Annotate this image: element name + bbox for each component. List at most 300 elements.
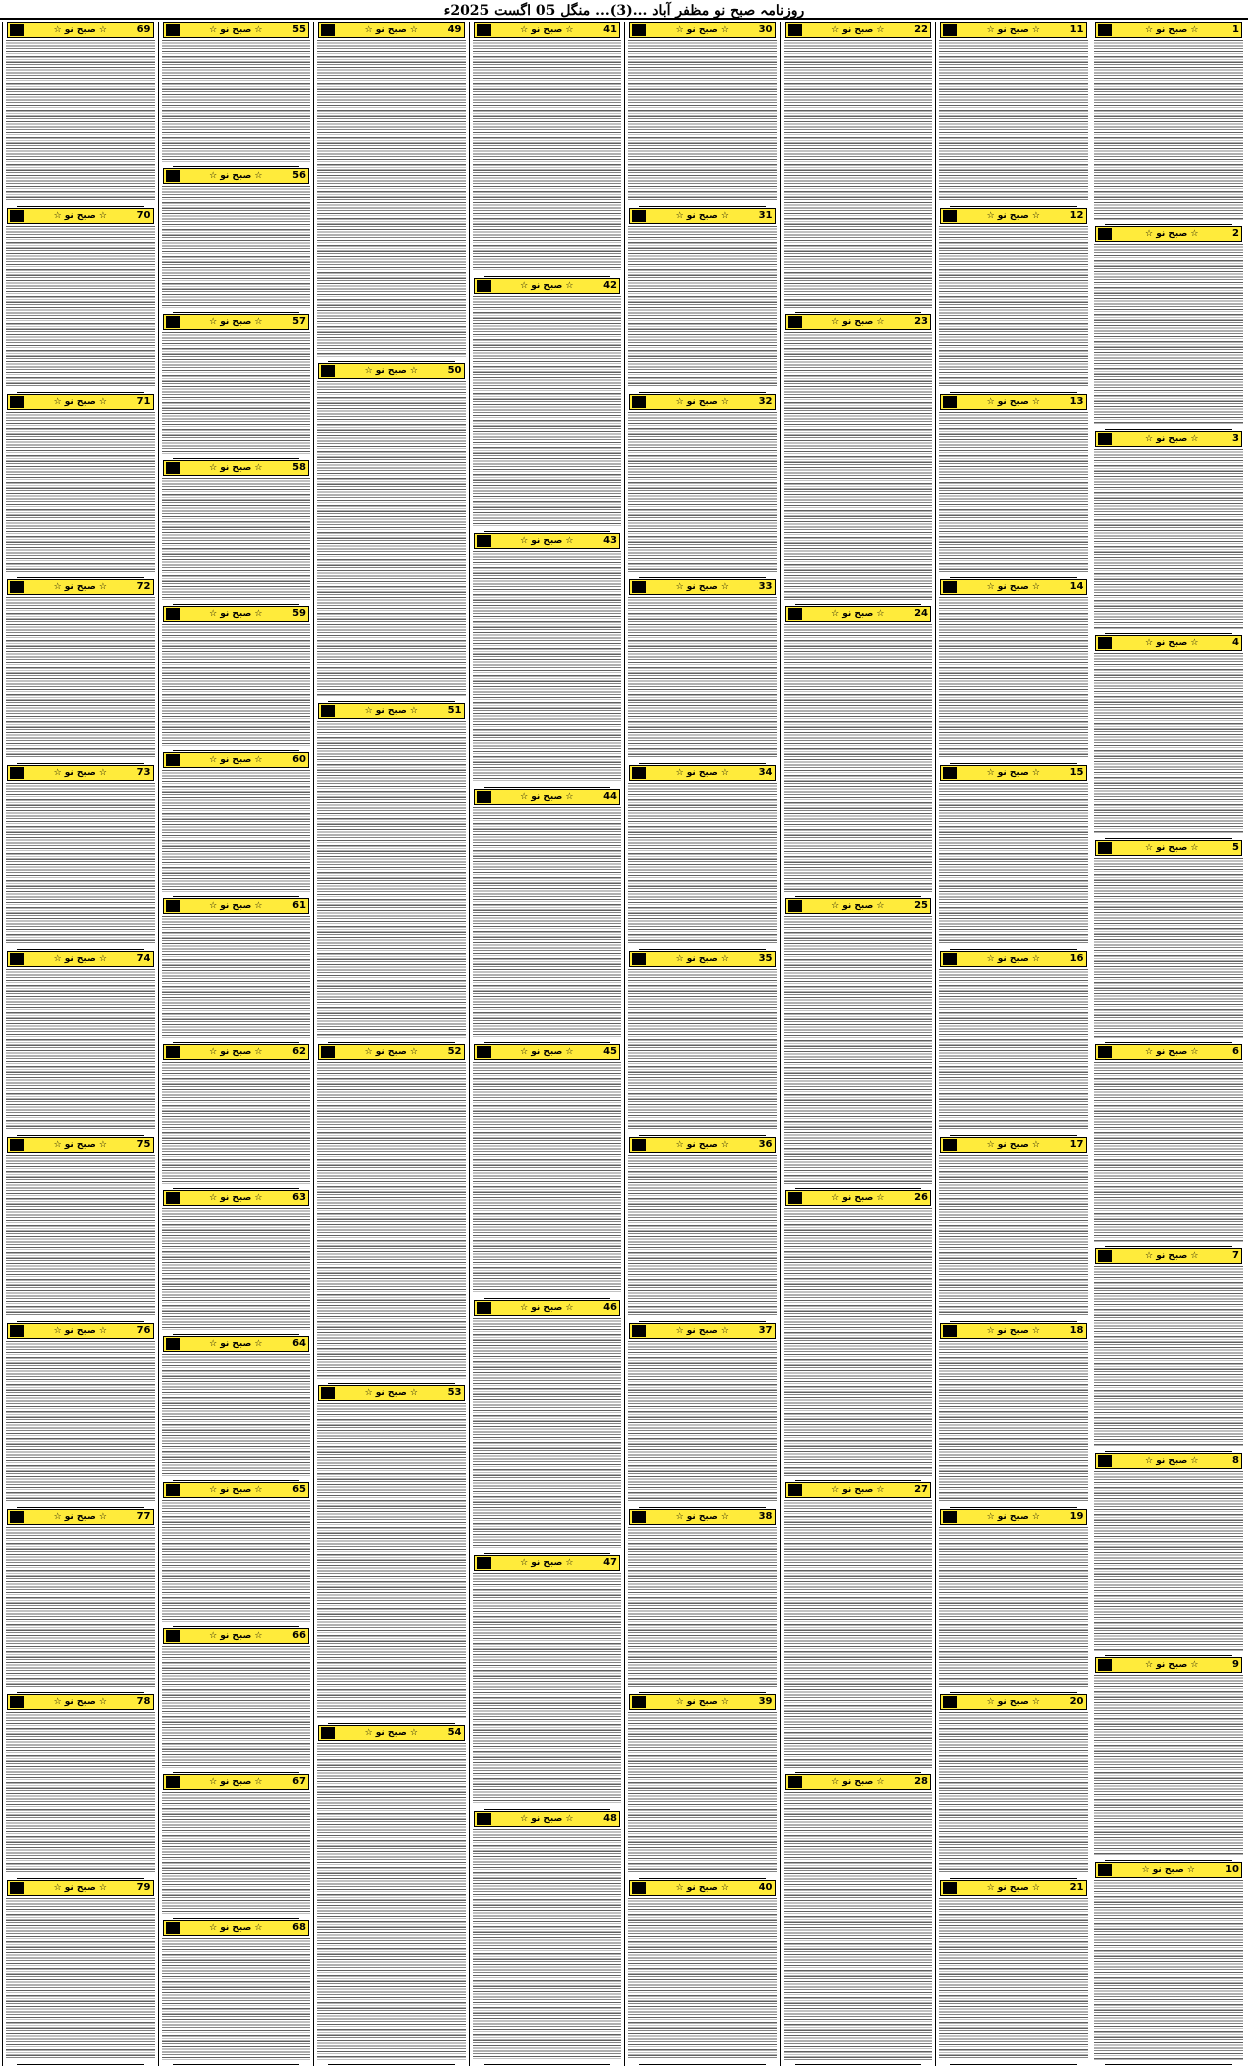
newspaper-logo-icon <box>1098 1046 1112 1058</box>
newspaper-logo-icon <box>1098 433 1112 445</box>
ad-header-title: ☆ صبح نو ☆ <box>53 768 107 779</box>
ad-header-title: ☆ صبح نو ☆ <box>675 768 729 779</box>
newspaper-logo-icon <box>10 581 24 593</box>
ad-header <box>163 460 310 476</box>
ad-header <box>163 1190 310 1206</box>
ad-number: 55 <box>292 24 306 35</box>
ad-header <box>940 394 1087 410</box>
newspaper-logo-icon <box>10 24 24 36</box>
newspaper-logo-icon <box>10 1511 24 1523</box>
newspaper-logo-icon <box>321 1046 335 1058</box>
ad-number: 23 <box>914 316 928 327</box>
ad-header <box>163 1336 310 1352</box>
ad-header <box>629 765 776 781</box>
newspaper-logo-icon <box>166 754 180 766</box>
ad-header-title: ☆ صبح نو ☆ <box>986 954 1040 965</box>
ad-number: 21 <box>1069 1882 1084 1894</box>
ad-number: 50 <box>447 364 462 376</box>
ad-number: 66 <box>292 1630 306 1641</box>
ad-body-text <box>628 597 777 759</box>
ad-header <box>7 1323 154 1339</box>
ad-number: 7 <box>1232 1250 1239 1262</box>
ad-body-text <box>628 1527 777 1689</box>
ad-body-text <box>784 40 933 308</box>
ad-divider <box>328 1042 455 1043</box>
ad-divider <box>950 763 1077 764</box>
ad-header-title: ☆ صبح نو ☆ <box>675 1697 729 1708</box>
ad-header <box>940 1509 1087 1525</box>
ad-number: 72 <box>136 581 151 593</box>
ad-divider <box>1105 1042 1233 1043</box>
ad-number: 53 <box>447 1386 462 1398</box>
newspaper-logo-icon <box>943 581 957 593</box>
ad-header-title: ☆ صبح نو ☆ <box>520 280 574 291</box>
ad-divider <box>950 1135 1077 1136</box>
newspaper-logo-icon <box>1098 1659 1112 1671</box>
ad-divider <box>1105 633 1233 634</box>
column-4 <box>624 22 780 2066</box>
ad-header-title: ☆ صبح نو ☆ <box>675 25 729 35</box>
ad-header <box>785 606 932 622</box>
ad-divider <box>173 750 300 751</box>
newspaper-logo-icon <box>477 1557 491 1569</box>
ad-divider <box>17 1507 144 1508</box>
ad-header <box>940 208 1087 224</box>
ad-body-text <box>1094 1471 1244 1651</box>
ad-divider <box>173 604 300 605</box>
ad-body-text <box>784 1208 933 1476</box>
ad-header <box>7 1509 154 1525</box>
ad-number: 5 <box>1232 841 1239 853</box>
ad-header-title: ☆ صبح نو ☆ <box>53 1883 107 1894</box>
ad-number: 28 <box>914 1776 928 1787</box>
ad-header <box>7 394 154 410</box>
ad-body-text <box>6 1712 155 1874</box>
ad-header <box>940 579 1087 595</box>
ad-body-text <box>6 597 155 759</box>
ad-divider <box>173 2064 300 2065</box>
ad-body-text <box>939 1527 1088 1689</box>
ad-header-title: ☆ صبح نو ☆ <box>209 463 263 473</box>
ad-number: 70 <box>136 209 151 221</box>
ad-header-title: ☆ صبح نو ☆ <box>1145 1251 1199 1262</box>
ad-divider <box>795 1772 922 1773</box>
newspaper-logo-icon <box>477 24 491 36</box>
ad-body-text <box>162 1938 311 2060</box>
ad-body-text <box>317 1062 466 1379</box>
newspaper-logo-icon <box>788 1484 802 1496</box>
ad-body-text <box>317 381 466 698</box>
newspaper-logo-icon <box>943 210 957 222</box>
ad-header-title: ☆ صبح نو ☆ <box>364 1728 418 1739</box>
ad-divider <box>173 1918 300 1919</box>
ad-header-title: ☆ صبح نو ☆ <box>209 1485 263 1495</box>
ad-header <box>629 1694 776 1710</box>
newspaper-logo-icon <box>477 791 491 803</box>
ad-header <box>7 1137 154 1153</box>
ad-header-title: ☆ صبح نو ☆ <box>986 25 1040 35</box>
ad-body-text <box>6 783 155 945</box>
ad-body-text <box>628 783 777 945</box>
ad-header-title: ☆ صبح نو ☆ <box>520 791 574 802</box>
ad-header-title: ☆ صبح نو ☆ <box>675 1511 729 1522</box>
ad-header <box>1095 840 1243 856</box>
ad-divider <box>639 577 766 578</box>
ad-body-text <box>6 1341 155 1503</box>
ad-body-text <box>784 1792 933 2060</box>
ad-header-title: ☆ صبح نو ☆ <box>209 171 263 181</box>
ad-body-text <box>473 40 622 272</box>
ad-number: 75 <box>136 1138 151 1150</box>
ad-body-text <box>939 783 1088 945</box>
ad-header-title: ☆ صبح نو ☆ <box>986 210 1040 221</box>
ad-body-text <box>1094 1675 1244 1855</box>
ad-number: 63 <box>292 1192 306 1203</box>
ad-divider <box>173 1480 300 1481</box>
ad-number: 34 <box>758 767 773 779</box>
ad-number: 46 <box>603 1301 617 1313</box>
ad-divider <box>328 2064 455 2065</box>
ad-number: 41 <box>603 24 617 35</box>
ad-number: 22 <box>914 24 928 35</box>
ad-header <box>163 898 310 914</box>
ad-header-title: ☆ صبح نو ☆ <box>53 582 107 593</box>
ad-body-text <box>6 969 155 1131</box>
ad-number: 49 <box>447 24 462 35</box>
ad-number: 26 <box>914 1192 928 1203</box>
ad-header-title: ☆ صبح نو ☆ <box>209 1339 263 1349</box>
ad-number: 67 <box>292 1776 306 1787</box>
ad-number: 54 <box>447 1727 462 1739</box>
ad-divider <box>173 458 300 459</box>
ad-header <box>940 1137 1087 1153</box>
ad-number: 76 <box>136 1324 151 1336</box>
ad-number: 6 <box>1232 1046 1239 1057</box>
ad-number: 14 <box>1069 581 1084 593</box>
ad-divider <box>950 2064 1077 2065</box>
ad-number: 33 <box>758 581 773 593</box>
ad-divider <box>1105 1451 1233 1452</box>
ad-header <box>7 208 154 224</box>
ad-header-title: ☆ صبح نو ☆ <box>53 396 107 407</box>
ad-body-text <box>628 1155 777 1317</box>
ad-header <box>940 22 1087 38</box>
newspaper-logo-icon <box>632 953 646 965</box>
ad-header-title: ☆ صبح نو ☆ <box>364 25 418 35</box>
ad-header-title: ☆ صبح نو ☆ <box>1145 1047 1199 1057</box>
ad-body-text <box>939 597 1088 759</box>
ad-divider <box>639 392 766 393</box>
newspaper-logo-icon <box>943 1325 957 1337</box>
newspaper-logo-icon <box>166 1046 180 1058</box>
newspaper-logo-icon <box>632 1696 646 1708</box>
newspaper-logo-icon <box>10 396 24 408</box>
ad-header-title: ☆ صبح نو ☆ <box>675 1139 729 1150</box>
ad-divider <box>173 1772 300 1773</box>
ad-header <box>474 1044 621 1060</box>
ad-number: 20 <box>1069 1696 1084 1708</box>
newspaper-logo-icon <box>1098 637 1112 649</box>
ad-number: 73 <box>136 767 151 779</box>
ad-header-title: ☆ صبح نو ☆ <box>209 609 263 619</box>
ad-number: 45 <box>603 1046 617 1057</box>
ad-divider <box>1105 1860 1233 1861</box>
column-8 <box>2 22 158 2066</box>
ad-header-title: ☆ صبح نو ☆ <box>53 210 107 221</box>
ad-divider <box>1105 838 1233 839</box>
ad-header-title: ☆ صبح نو ☆ <box>831 1485 885 1495</box>
newspaper-logo-icon <box>166 900 180 912</box>
ad-body-text <box>6 1155 155 1317</box>
ad-body-text <box>628 40 777 202</box>
newspaper-logo-icon <box>166 462 180 474</box>
ad-divider <box>950 1321 1077 1322</box>
ad-divider <box>639 1507 766 1508</box>
ad-body-text <box>162 1646 311 1768</box>
newspaper-logo-icon <box>943 767 957 779</box>
ad-divider <box>795 2064 922 2065</box>
newspaper-logo-icon <box>788 900 802 912</box>
ad-header <box>629 394 776 410</box>
ad-header-title: ☆ صبح نو ☆ <box>1145 842 1199 853</box>
ad-header <box>785 1482 932 1498</box>
ad-divider <box>173 1188 300 1189</box>
classified-columns <box>2 22 1246 2066</box>
newspaper-logo-icon <box>788 316 802 328</box>
ad-divider <box>173 166 300 167</box>
ad-number: 78 <box>136 1696 151 1708</box>
ad-number: 38 <box>758 1510 773 1522</box>
ad-divider <box>484 2064 611 2065</box>
ad-number: 79 <box>136 1882 151 1894</box>
newspaper-logo-icon <box>10 953 24 965</box>
ad-divider <box>795 312 922 313</box>
ad-header <box>629 579 776 595</box>
ad-header <box>318 703 465 719</box>
ad-number: 17 <box>1069 1138 1084 1150</box>
ad-header <box>7 765 154 781</box>
ad-body-text <box>628 1898 777 2060</box>
newspaper-logo-icon <box>166 1338 180 1350</box>
ad-header <box>940 1323 1087 1339</box>
ad-number: 9 <box>1232 1659 1239 1671</box>
ad-divider <box>17 392 144 393</box>
ad-body-text <box>939 226 1088 388</box>
ad-header-title: ☆ صبح نو ☆ <box>209 901 263 911</box>
ad-divider <box>639 1321 766 1322</box>
newspaper-logo-icon <box>943 1696 957 1708</box>
newspaper-logo-icon <box>632 581 646 593</box>
ad-header <box>629 1137 776 1153</box>
ad-body-text <box>628 1341 777 1503</box>
ad-header <box>940 1694 1087 1710</box>
ad-number: 19 <box>1069 1510 1084 1522</box>
newspaper-logo-icon <box>166 1484 180 1496</box>
ad-divider <box>950 1507 1077 1508</box>
column-1 <box>1091 22 1247 2066</box>
ad-header-title: ☆ صبح نو ☆ <box>53 1325 107 1336</box>
ad-divider <box>795 896 922 897</box>
column-2 <box>935 22 1091 2066</box>
ad-body-text <box>317 40 466 357</box>
ad-number: 11 <box>1069 24 1084 35</box>
ad-body-text <box>6 412 155 574</box>
newspaper-logo-icon <box>1098 842 1112 854</box>
ad-divider <box>173 896 300 897</box>
newspaper-logo-icon <box>477 1046 491 1058</box>
ad-divider <box>639 763 766 764</box>
ad-header-title: ☆ صبح نو ☆ <box>986 1325 1040 1336</box>
newspaper-logo-icon <box>321 24 335 36</box>
newspaper-logo-icon <box>1098 1250 1112 1262</box>
newspaper-logo-icon <box>1098 228 1112 240</box>
ad-body-text <box>162 332 311 454</box>
newspaper-logo-icon <box>477 535 491 547</box>
ad-header-title: ☆ صبح نو ☆ <box>675 396 729 407</box>
ad-divider <box>950 392 1077 393</box>
ad-divider <box>795 1188 922 1189</box>
ad-divider <box>639 1135 766 1136</box>
ad-body-text <box>473 1318 622 1550</box>
ad-header <box>7 1880 154 1896</box>
ad-body-text <box>1094 858 1244 1038</box>
ad-header <box>1095 1862 1243 1878</box>
ad-header <box>474 1811 621 1827</box>
newspaper-logo-icon <box>166 24 180 36</box>
newspaper-logo-icon <box>166 170 180 182</box>
newspaper-logo-icon <box>943 1882 957 1894</box>
ad-number: 47 <box>603 1557 617 1568</box>
newspaper-logo-icon <box>632 1139 646 1151</box>
ad-number: 40 <box>758 1882 773 1894</box>
ad-divider <box>639 2064 766 2065</box>
ad-number: 68 <box>292 1922 306 1933</box>
ad-number: 42 <box>603 279 617 291</box>
ad-header <box>1095 22 1243 38</box>
newspaper-logo-icon <box>632 1325 646 1337</box>
ad-number: 62 <box>292 1046 306 1057</box>
ad-number: 69 <box>136 24 151 35</box>
ad-number: 39 <box>758 1696 773 1708</box>
newspaper-logo-icon <box>166 1630 180 1642</box>
ad-header <box>163 752 310 768</box>
newspaper-logo-icon <box>166 1922 180 1934</box>
ad-header <box>474 1300 621 1316</box>
ad-divider <box>1105 224 1233 225</box>
ad-header-title: ☆ صبح نو ☆ <box>831 1193 885 1203</box>
ad-header-title: ☆ صبح نو ☆ <box>831 25 885 35</box>
newspaper-logo-icon <box>632 210 646 222</box>
newspaper-logo-icon <box>166 608 180 620</box>
ad-header <box>163 22 310 38</box>
ad-body-text <box>473 1062 622 1294</box>
ad-divider <box>639 206 766 207</box>
newspaper-logo-icon <box>1098 1864 1112 1876</box>
ad-body-text <box>628 226 777 388</box>
ad-header-title: ☆ صبح نو ☆ <box>209 1923 263 1933</box>
ad-body-text <box>628 969 777 1131</box>
ad-header <box>1095 635 1243 651</box>
ad-header <box>474 22 621 38</box>
ad-divider <box>639 1878 766 1879</box>
ad-header-title: ☆ صبح نو ☆ <box>831 1777 885 1787</box>
ad-number: 61 <box>292 900 306 911</box>
ad-header <box>629 22 776 38</box>
ad-body-text <box>784 332 933 600</box>
newspaper-logo-icon <box>10 767 24 779</box>
ad-number: 12 <box>1069 209 1084 221</box>
ad-header-title: ☆ صبح نو ☆ <box>986 582 1040 593</box>
newspaper-logo-icon <box>632 396 646 408</box>
ad-body-text <box>162 186 311 308</box>
ad-header <box>629 1323 776 1339</box>
newspaper-logo-icon <box>1098 24 1112 36</box>
ad-body-text <box>162 916 311 1038</box>
ad-divider <box>484 276 611 277</box>
ad-header-title: ☆ صبح نو ☆ <box>986 1139 1040 1150</box>
ad-body-text <box>162 40 311 162</box>
newspaper-logo-icon <box>943 396 957 408</box>
newspaper-logo-icon <box>321 1727 335 1739</box>
ad-body-text <box>162 1500 311 1622</box>
ad-divider <box>795 604 922 605</box>
ad-header-title: ☆ صبح نو ☆ <box>1145 1455 1199 1466</box>
ad-divider <box>484 531 611 532</box>
ad-divider <box>328 1383 455 1384</box>
ad-header <box>318 1725 465 1741</box>
ad-body-text <box>1094 244 1244 424</box>
ad-header-title: ☆ صبح نو ☆ <box>1145 25 1199 35</box>
ad-number: 56 <box>292 170 306 181</box>
ad-number: 13 <box>1069 395 1084 407</box>
ad-header-title: ☆ صبح نو ☆ <box>986 1697 1040 1708</box>
ad-body-text <box>473 1573 622 1805</box>
newspaper-logo-icon <box>10 1139 24 1151</box>
ad-body-text <box>939 1898 1088 2060</box>
newspaper-logo-icon <box>632 767 646 779</box>
masthead <box>0 0 1248 20</box>
ad-header <box>785 898 932 914</box>
ad-header <box>474 1555 621 1571</box>
ad-header <box>785 1774 932 1790</box>
ad-header <box>163 606 310 622</box>
ad-number: 3 <box>1232 432 1239 444</box>
ad-number: 51 <box>447 705 462 717</box>
ad-header-title: ☆ صبح نو ☆ <box>209 25 263 35</box>
masthead-title: روزنامہ صبح نو مظفر آباد ...(3)... منگل 05 اگست 2025ء <box>443 3 805 19</box>
ad-header <box>7 951 154 967</box>
ad-divider <box>795 1480 922 1481</box>
ad-header <box>163 1920 310 1936</box>
ad-header <box>1095 1248 1243 1264</box>
ad-body-text <box>628 1712 777 1874</box>
ad-header-title: ☆ صبح نو ☆ <box>53 1511 107 1522</box>
newspaper-logo-icon <box>1098 1455 1112 1467</box>
ad-header-title: ☆ صبح نو ☆ <box>53 1697 107 1708</box>
ad-number: 52 <box>447 1046 462 1057</box>
newspaper-logo-icon <box>477 1813 491 1825</box>
ad-divider <box>328 701 455 702</box>
ad-header-title: ☆ صبح نو ☆ <box>675 1883 729 1894</box>
ad-body-text <box>473 1829 622 2061</box>
ad-header-title: ☆ صبح نو ☆ <box>209 1047 263 1057</box>
ad-number: 15 <box>1069 767 1084 779</box>
ad-header-title: ☆ صبح نو ☆ <box>364 1387 418 1398</box>
ad-header-title: ☆ صبح نو ☆ <box>520 1813 574 1824</box>
ad-header <box>318 1044 465 1060</box>
ad-number: 8 <box>1232 1454 1239 1466</box>
ad-divider <box>639 949 766 950</box>
